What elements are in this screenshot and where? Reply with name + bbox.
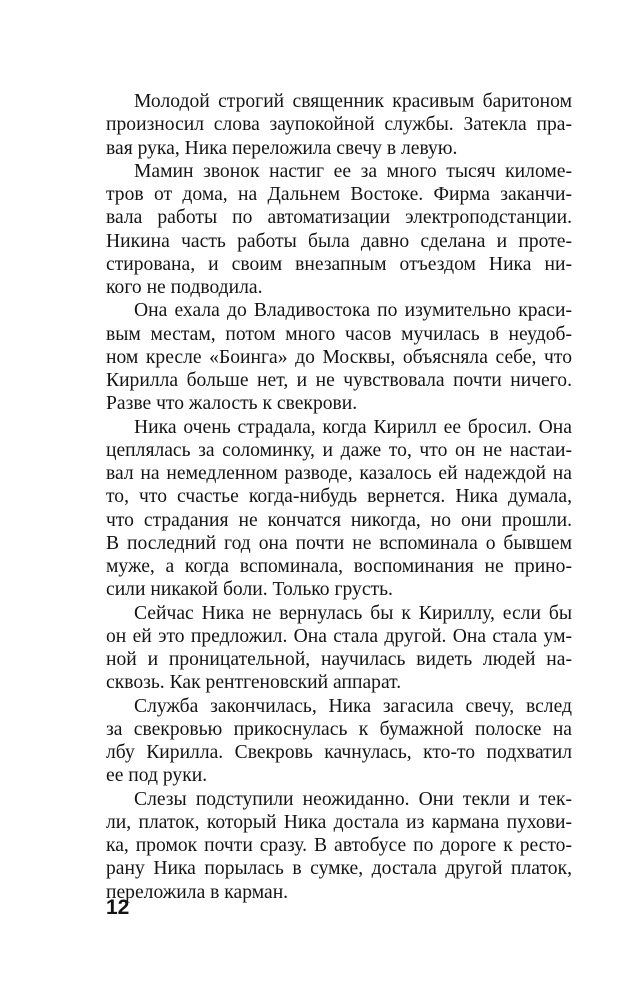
text-line: Она ехала до Владивостока по изумительно краси- — [134, 300, 572, 322]
text-line: Сейчас Ника не вернулась бы к Кириллу, если бы — [134, 602, 572, 624]
text-line: вым местам, потом много часов мучилась в неудоб- — [106, 323, 572, 345]
text-line: Слезы подступили неожиданно. Они текли и тек- — [134, 788, 572, 810]
text-line: за свекровью прикоснулась к бумажной полоске на — [106, 718, 572, 740]
paragraph — [106, 299, 572, 415]
text-line: Ника очень страдала, когда Кирилл ее бросил. Она — [134, 416, 572, 438]
paragraph — [106, 416, 572, 602]
paragraph — [106, 160, 572, 300]
text-line: стирована, и своим внезапным отъездом Ника ни- — [106, 253, 572, 275]
text-line: муже, а когда вспоминала, воспоминания не прино- — [106, 556, 572, 577]
text-line: Кирилла больше нет, и не чувствовала почти ничего. — [106, 370, 572, 391]
text-line: он ей это предложил. Она стала другой. Она стала ум- — [106, 625, 572, 647]
text-line: цеплялась за соломинку, и даже то, что он не настаи- — [106, 439, 572, 461]
text-line: сквозь. Как рентгеновский аппарат. — [106, 672, 402, 694]
paragraph — [106, 602, 572, 695]
text-line: вая рука, Ника переложила свечу в левую. — [106, 137, 458, 159]
text-line: ка, промок почти сразу. В автобусе по дороге к ресто- — [106, 835, 572, 856]
text-line: произносил слова заупокойной службы. Затекла пра- — [106, 114, 572, 136]
text-line: В последний год она почти не вспоминала о бывшем — [106, 532, 572, 554]
text-line: ли, платок, который Ника достала из кармана пухови- — [106, 811, 572, 833]
text-line: переложила в карман. — [106, 881, 289, 903]
text-line: Молодой строгий священник красивым баритоном — [134, 91, 572, 112]
text-line: Служба закончилась, Ника загасила свечу, вслед — [134, 695, 572, 717]
text-line: ной и проницательной, научилась видеть людей на- — [106, 649, 572, 670]
book-page-text — [106, 90, 572, 904]
text-line: лбу Кирилла. Свекровь качнулась, кто-то подхватил — [106, 742, 572, 763]
paragraph — [106, 695, 572, 788]
text-line: ном кресле «Боинга» до Москвы, объясняла себе, что — [106, 346, 572, 368]
text-line: кого не подводила. — [106, 277, 263, 298]
text-line: Никина часть работы была давно сделана и протe- — [106, 230, 572, 252]
text-line: рану Ника порылась в сумке, достала другой платок, — [106, 858, 572, 880]
text-line: вал на немедленном разводе, казалось ей надеждой на — [106, 463, 572, 484]
text-line: тров от дома, на Дальнем Востоке. Фирма заканчи- — [106, 184, 572, 205]
paragraph — [106, 90, 572, 160]
text-line: сили никакой боли. Только грусть. — [106, 579, 393, 601]
paragraph — [106, 788, 572, 904]
text-line: Мамин звонок настиг ее за много тысяч киломе- — [134, 160, 572, 182]
text-line: то, что счастье когда-нибудь вернется. Ника думала, — [106, 486, 572, 508]
page-number: 12 — [106, 896, 130, 919]
text-line: Разве что жалость к свекрови. — [106, 393, 358, 415]
text-line: ее под руки. — [106, 765, 208, 787]
text-line: что страдания не кончатся никогда, но они прошли. — [106, 509, 572, 531]
text-line: вала работы по автоматизации электроподстанции. — [106, 207, 572, 229]
